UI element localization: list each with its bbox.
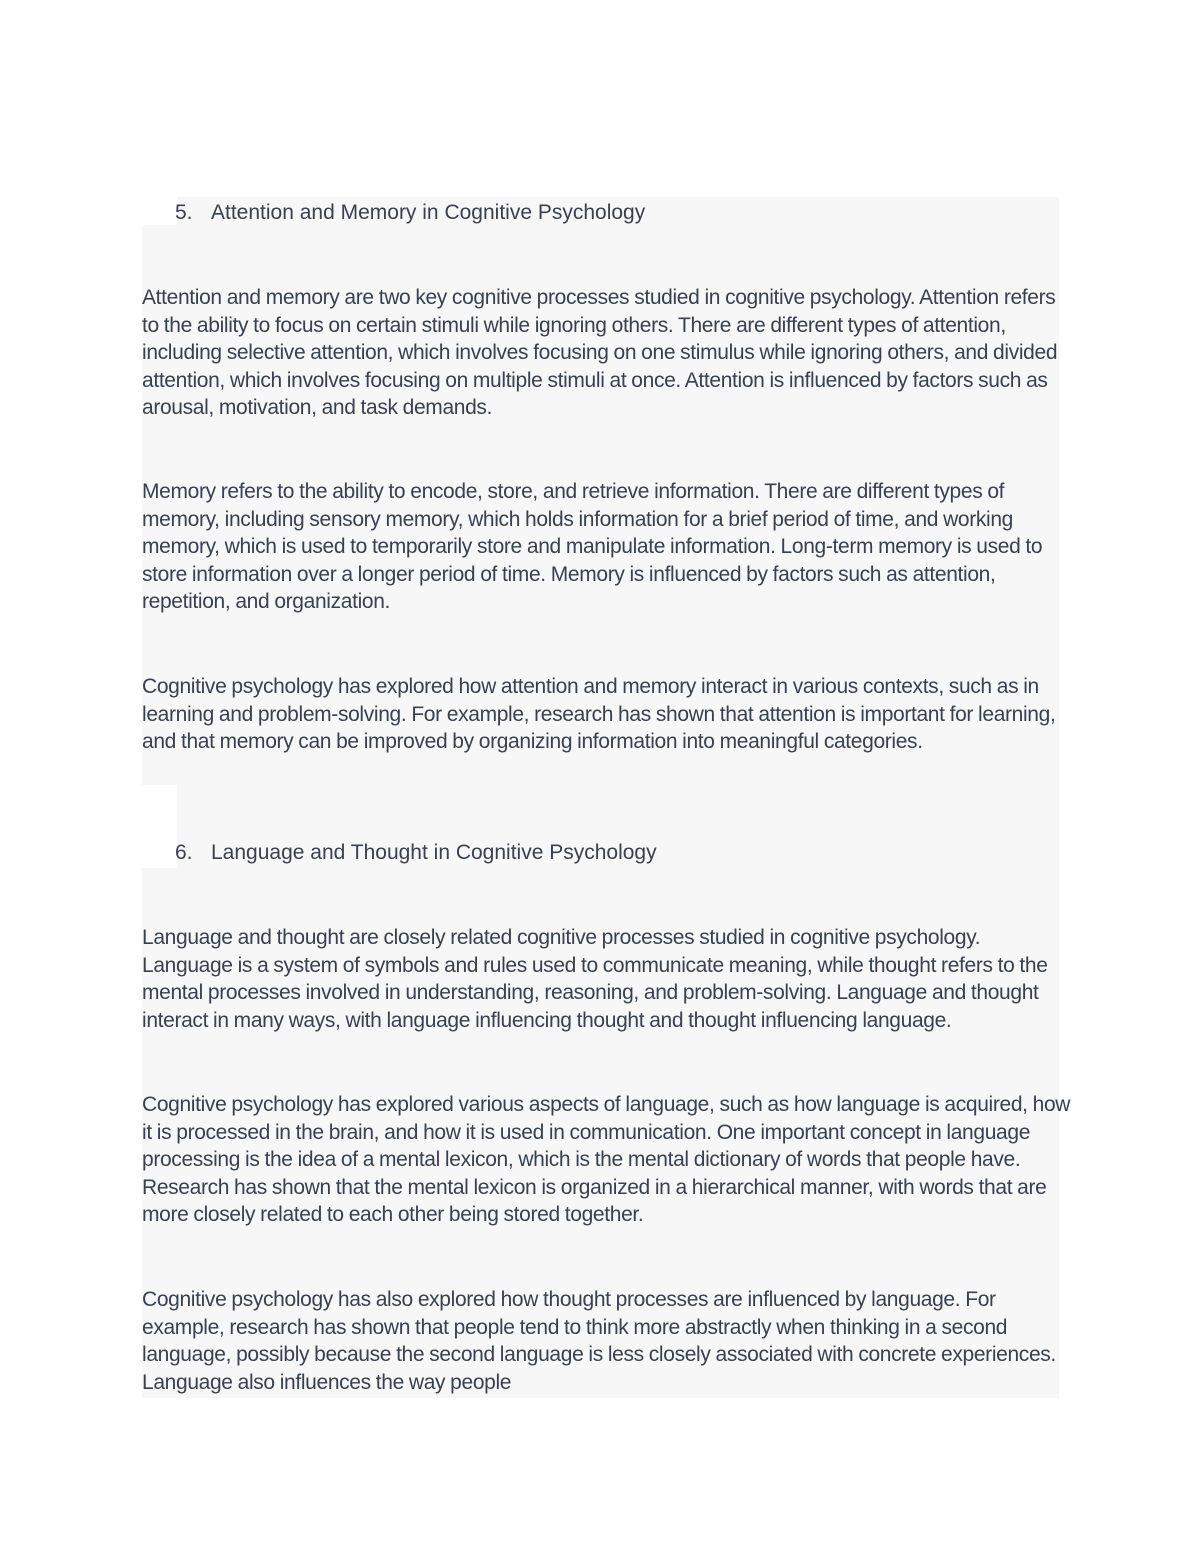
section-heading: [175, 199, 645, 227]
section-number: 6.: [175, 841, 193, 864]
section-title: Attention and Memory in Cognitive Psychology: [211, 201, 646, 224]
section-number: 5.: [175, 201, 193, 224]
body-paragraph: Attention and memory are two key cognitive processes studied in cognitive psychology. Attention refers to the ability to focus on certain stimuli while ignoring others. There are different types of attention, including selective attention, which involves focusing on one stimulus while ignoring others, and divided attention, which involves focusing on multiple stimuli at once. Attention is influenced by factors such as arousal, motivation, and task demands.: [142, 286, 1058, 420]
body-paragraph: Memory refers to the ability to encode, store, and retrieve information. There are different types of memory, including sensory memory, which holds information for a brief period of time, and working memory, which is used to temporarily store and manipulate information. Long-term memory is used to store information over a longer period of time. Memory is influenced by factors such as attention, repetition, and organization.: [142, 480, 1043, 614]
section-heading: [175, 839, 657, 867]
section-title: Language and Thought in Cognitive Psychology: [211, 841, 657, 864]
body-paragraph: Cognitive psychology has explored how attention and memory interact in various contexts, such as in learning and problem-solving. For example, research has shown that attention is important for learning, and that memory can be improved by organizing information into meaningful categories.: [142, 675, 1056, 754]
body-paragraph: Cognitive psychology has explored various aspects of language, such as how language is acquired, how it is processed in the brain, and how it is used in communication. One important concept in language processing is the idea of a mental lexicon, which is the mental dictionary of words that people have. Research has shown that the mental lexicon is organized in a hierarchical manner, with words that are more closely related to each other being stored together.: [142, 1093, 1071, 1227]
body-paragraph: Language and thought are closely related cognitive processes studied in cognitive psychology. Language is a system of symbols and rules used to communicate meaning, while thought refers to the mental processes involved in understanding, reasoning, and problem-solving. Language and thought interact in many ways, with language influencing thought and thought influencing language.: [142, 926, 1048, 1032]
body-paragraph: Cognitive psychology has also explored how thought processes are influenced by language. For example, research has shown that people tend to think more abstractly when thinking in a second language, possibly because the second language is less closely associated with concrete experiences. Language also influences the way people: [142, 1288, 1056, 1394]
